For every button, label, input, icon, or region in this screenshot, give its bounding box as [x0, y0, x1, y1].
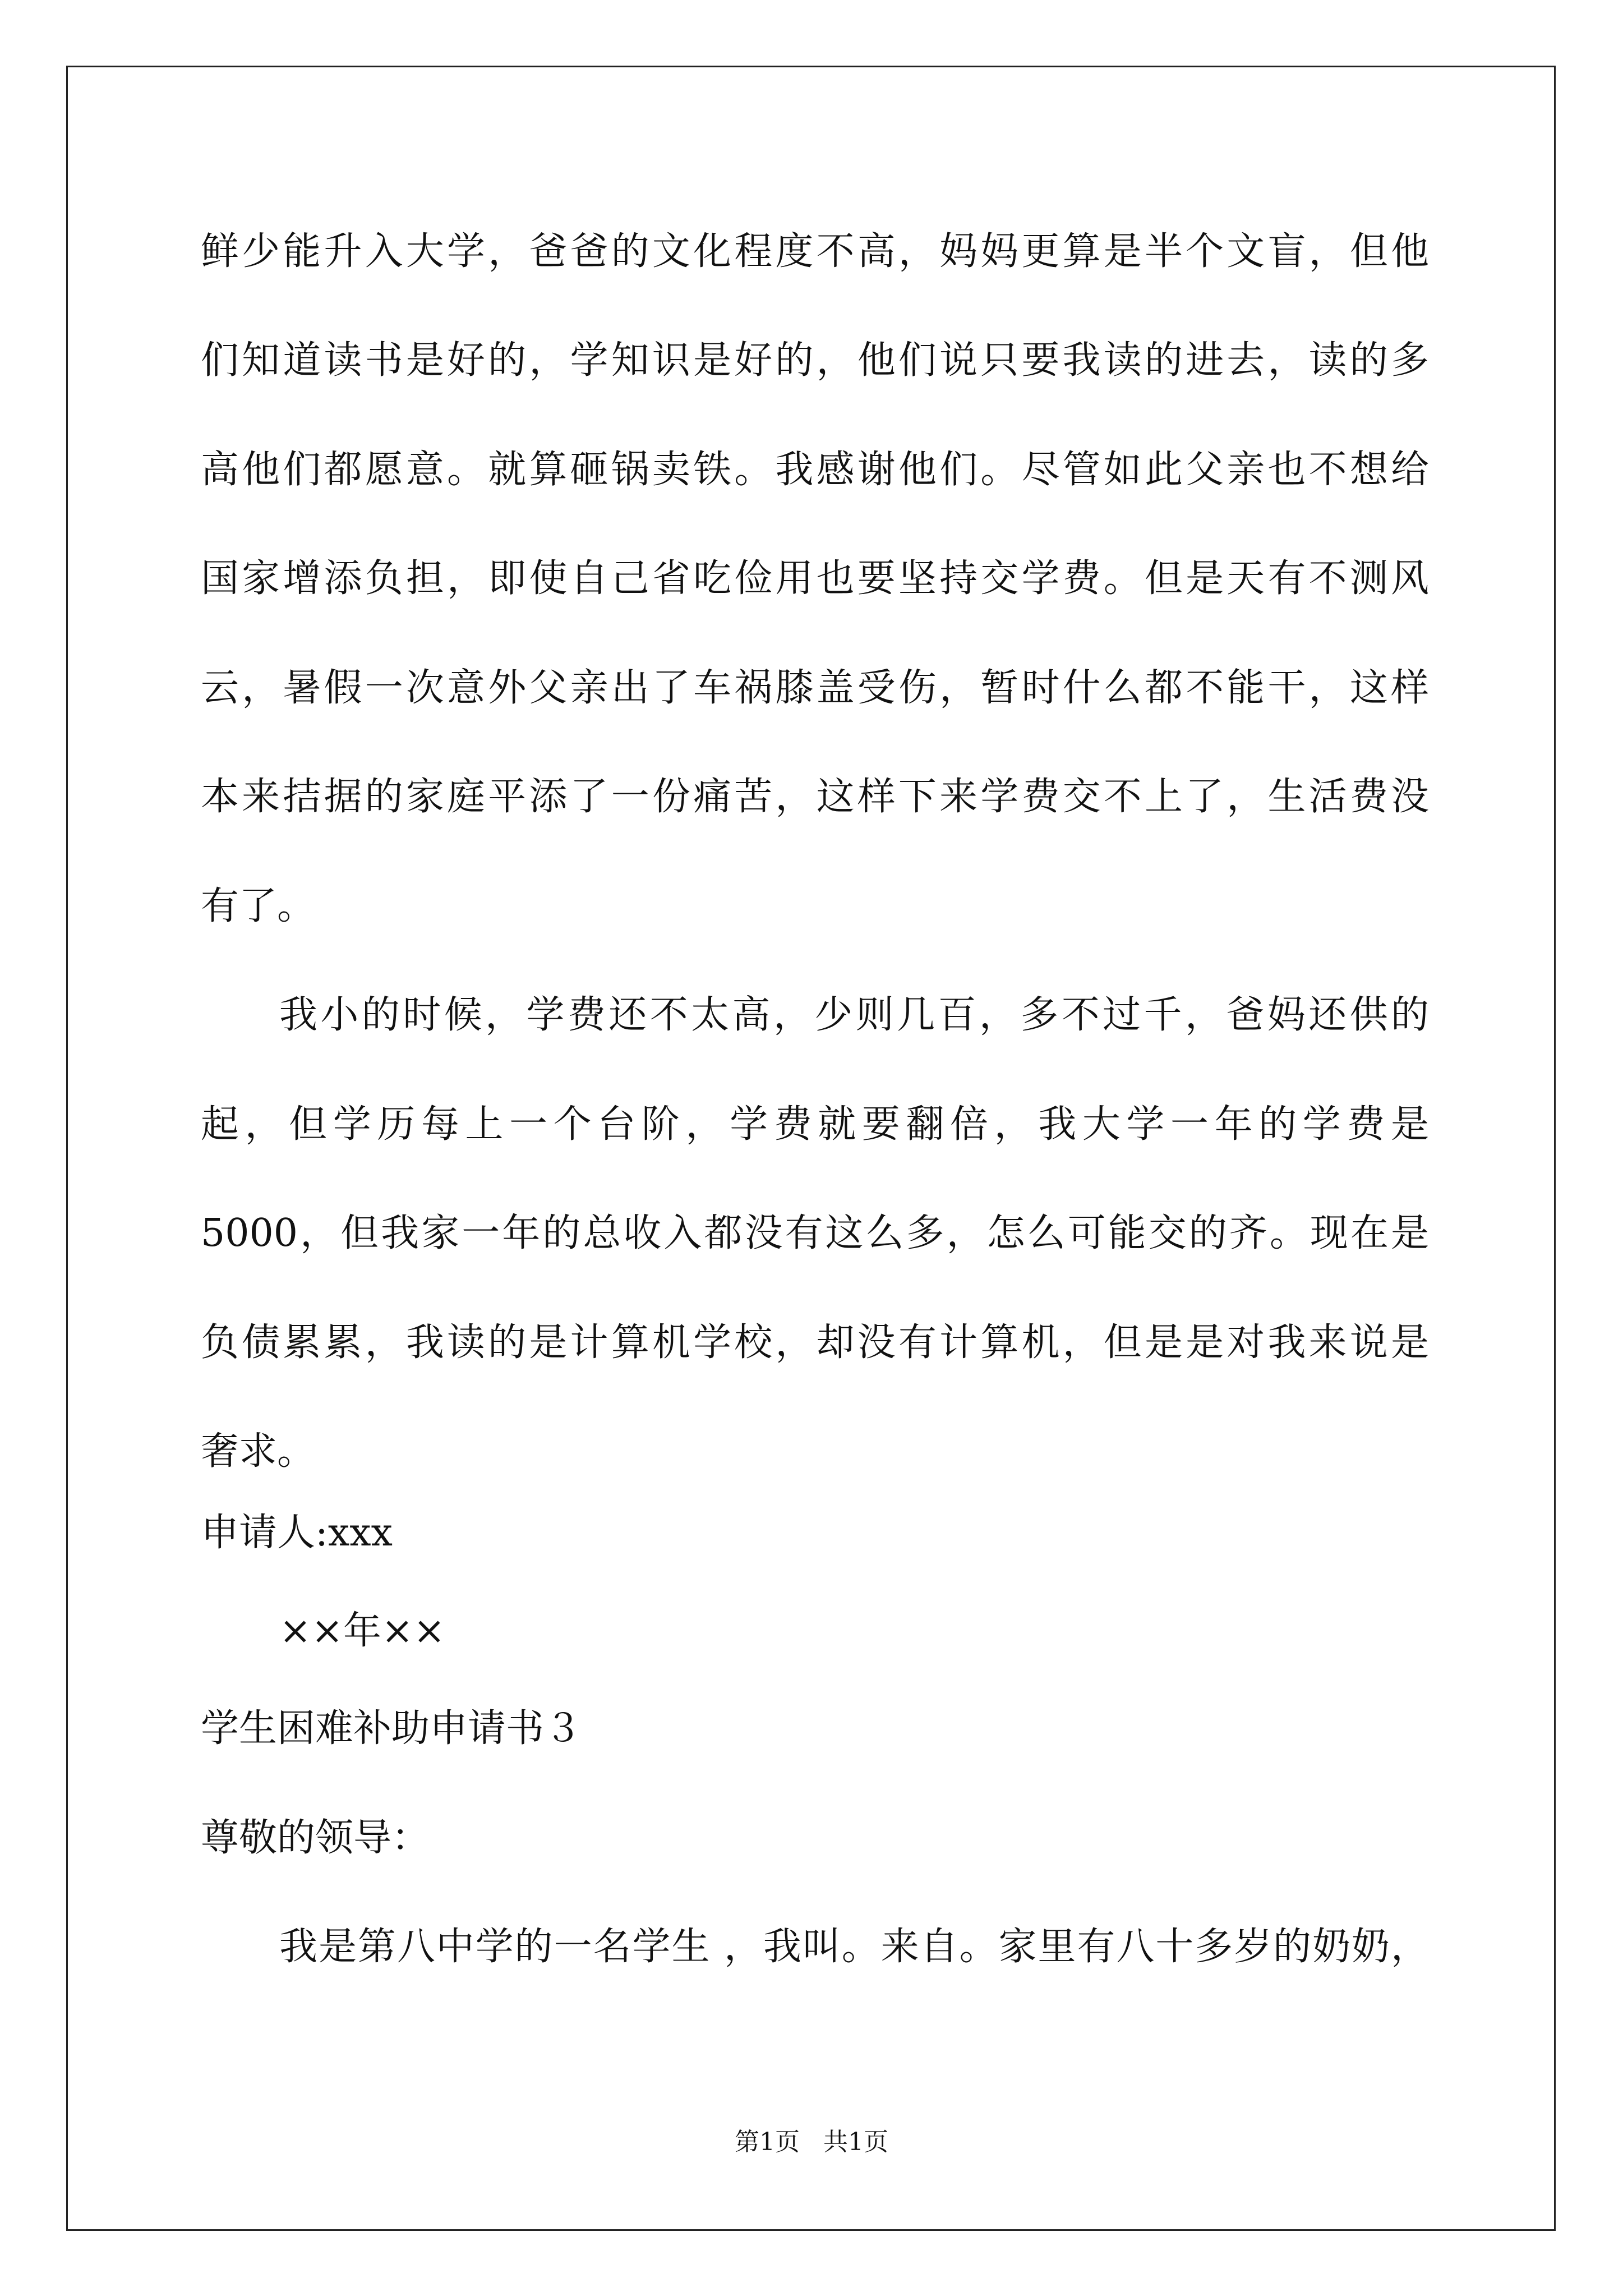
body-text-line-3: 高他们都愿意。就算砸锅卖铁。我感谢他们。尽管如此父亲也不想给 [201, 448, 1429, 492]
body-text-line-11: 奢求。 [201, 1429, 316, 1474]
body-text-line-9: 5000，但我家一年的总收入都没有这么多，怎么可能交的齐。现在是 [201, 1211, 1429, 1255]
page-footer [0, 2125, 1623, 2159]
paragraph-indented-line-1: 我小的时候，学费还不太高，少则几百，多不过千，爸妈还供的 [279, 993, 1429, 1037]
body-text-line-10: 负债累累，我读的是计算机学校，却没有计算机，但是是对我来说是 [201, 1320, 1429, 1365]
body-text-line-2: 们知道读书是好的，学知识是好的，他们说只要我读的进去，读的多 [201, 338, 1429, 383]
body-text-line-1: 鲜少能升入大学，爸爸的文化程度不高，妈妈更算是半个文盲，但他 [201, 229, 1429, 274]
body-text-line-5: 云，暑假一次意外父亲出了车祸膝盖受伤，暂时什么都不能干，这样 [201, 666, 1429, 710]
body-text-line-4: 国家增添负担，即使自己省吃俭用也要坚持交学费。但是天有不测风 [201, 556, 1429, 601]
date-line: ××年×× [279, 1609, 445, 1653]
body-text-line-8: 起，但学历每上一个台阶，学费就要翻倍，我大学一年的学费是 [201, 1102, 1429, 1147]
salutation: 尊敬的领导： [201, 1816, 430, 1860]
page-number: 第1页 [735, 2128, 800, 2156]
body-text-line-6: 本来拮据的家庭平添了一份痛苦，这样下来学费交不上了，生活费没 [201, 775, 1429, 819]
paragraph-indented-line-2: 我是第八中学的一名学生 ，我叫。来自。家里有八十多岁的奶奶， [279, 1925, 1429, 1969]
section-title: 学生困难补助申请书３ [201, 1706, 583, 1751]
page-total: 共1页 [823, 2128, 888, 2156]
body-text-line-7: 有了。 [201, 884, 316, 928]
applicant-line: 申请人:xxx [201, 1511, 393, 1555]
